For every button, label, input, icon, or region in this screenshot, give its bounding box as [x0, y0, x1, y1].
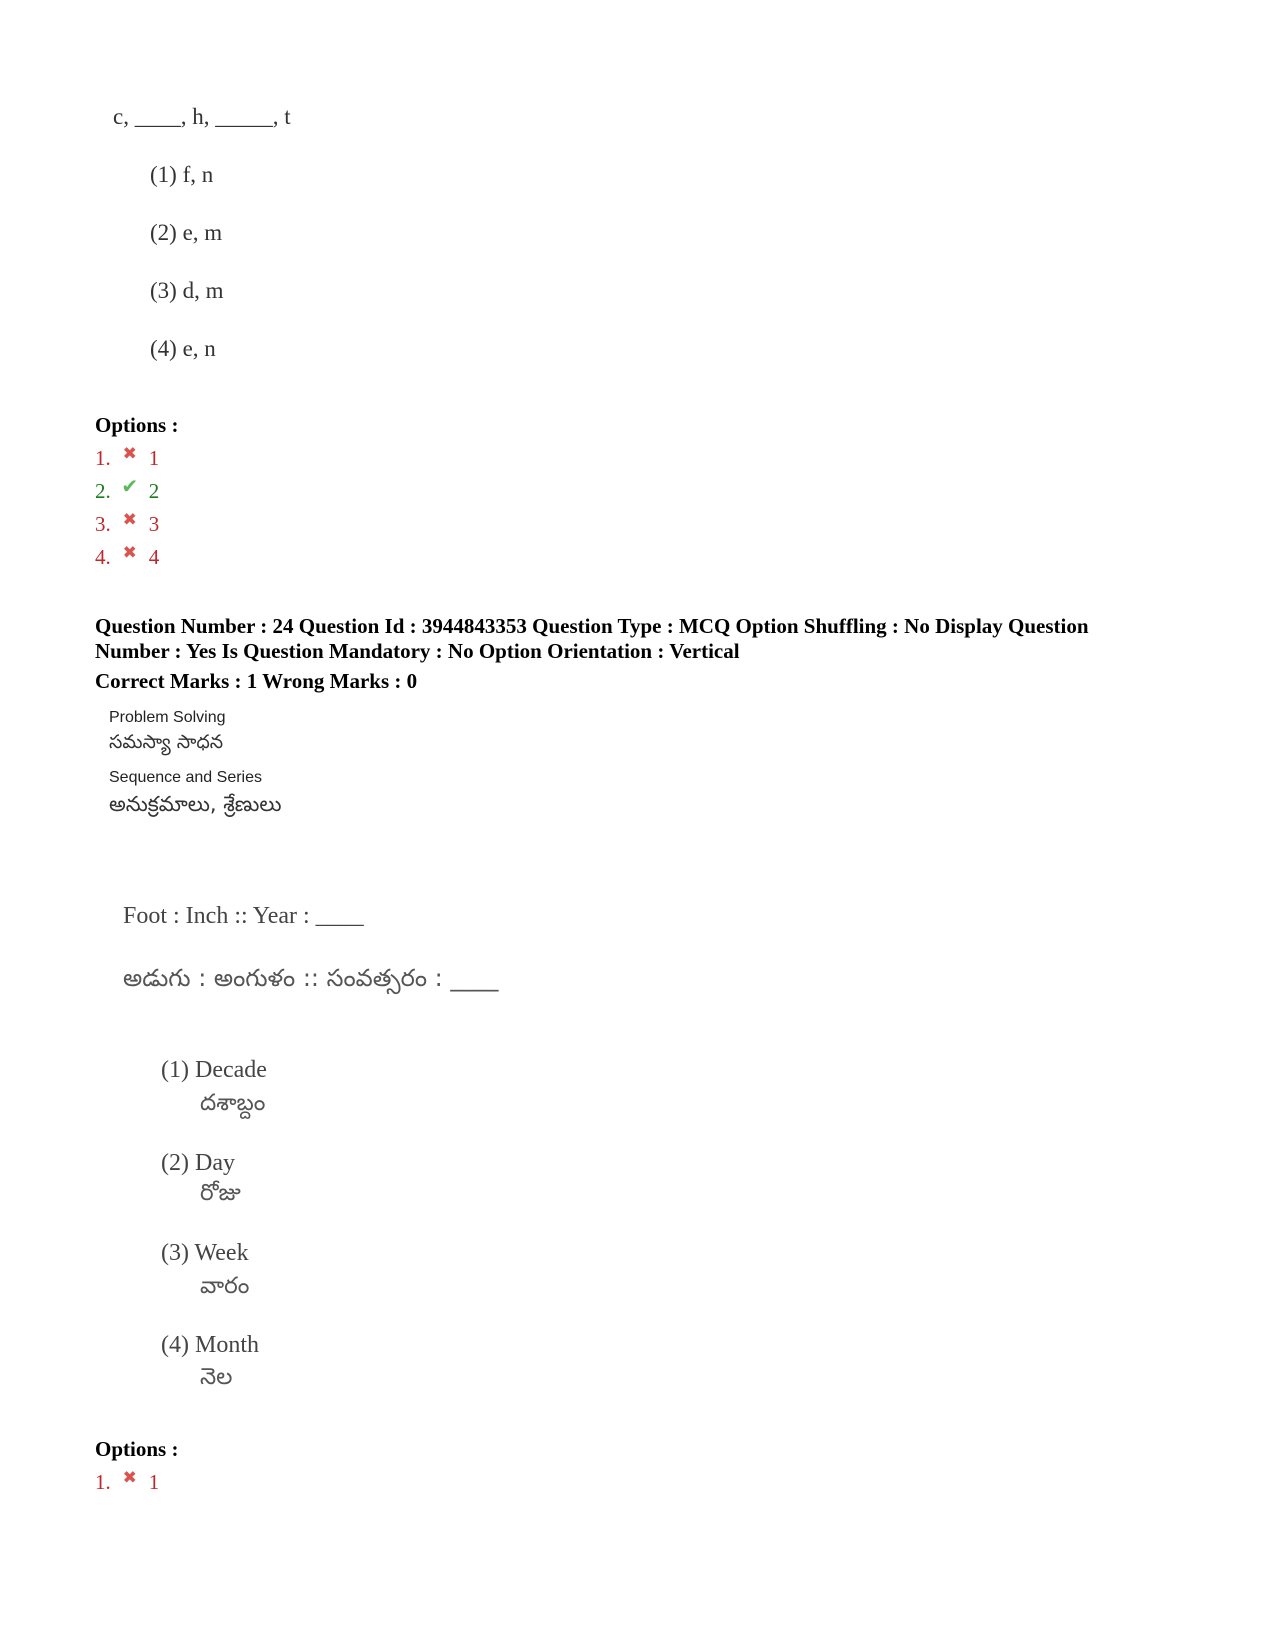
prev-choice-3: (3) d, m [150, 278, 224, 303]
option-value: 1 [148, 446, 160, 470]
choice-3-te: వారం [200, 1273, 250, 1299]
cross-icon: ✖ [122, 542, 137, 562]
option-row [95, 509, 160, 537]
check-icon: ✔ [121, 476, 139, 498]
choice-2-te: రోజు [200, 1180, 241, 1206]
subtopic-en: Sequence and Series [109, 769, 262, 786]
option-number: 4. [95, 545, 111, 569]
option-row [95, 542, 160, 570]
prev-question-stem: c, ____, h, _____, t [113, 104, 291, 129]
topic-te: సమస్యా సాధన [109, 731, 224, 753]
prev-choice-2: (2) e, m [150, 220, 223, 245]
choice-2-label: (2) Day [161, 1150, 235, 1176]
option-value: 4 [148, 545, 160, 569]
question-stem-en: Foot : Inch :: Year : ____ [123, 903, 364, 929]
option-row [95, 476, 160, 504]
question-meta-line2: Number : Yes Is Question Mandatory : No Option Orientation : Vertical [95, 639, 740, 663]
option-row [95, 1467, 160, 1495]
question-meta-line1: Question Number : 24 Question Id : 3944843353 Question Type : MCQ Option Shuffling : No Display Question [95, 614, 1089, 638]
choice-1-label: (1) Decade [161, 1057, 267, 1083]
option-value: 3 [148, 512, 160, 536]
choice-1-te: దశాబ్దం [200, 1090, 266, 1116]
option-number: 3. [95, 512, 111, 536]
cross-icon: ✖ [122, 509, 137, 529]
choice-4-te: నెల [200, 1364, 233, 1390]
option-number: 1. [95, 446, 111, 470]
question-stem-te: అడుగు : అంగుళం :: సంవత్సరం : ____ [123, 964, 499, 992]
options-heading: Options : [95, 413, 179, 437]
cross-icon: ✖ [122, 1467, 137, 1487]
topic-en: Problem Solving [109, 709, 226, 726]
prev-choice-4: (4) e, n [150, 336, 216, 361]
choice-3-label: (3) Week [161, 1240, 249, 1266]
option-value: 1 [148, 1470, 160, 1494]
subtopic-te: అనుక్రమాలు, శ్రేణులు [109, 792, 282, 816]
options-heading: Options : [95, 1437, 179, 1461]
choice-4-label: (4) Month [161, 1332, 259, 1358]
marks-line: Correct Marks : 1 Wrong Marks : 0 [95, 669, 418, 693]
option-number: 2. [95, 479, 111, 503]
option-row [95, 443, 160, 471]
option-value: 2 [148, 479, 160, 503]
cross-icon: ✖ [122, 443, 137, 463]
option-number: 1. [95, 1470, 111, 1494]
prev-choice-1: (1) f, n [150, 162, 214, 187]
